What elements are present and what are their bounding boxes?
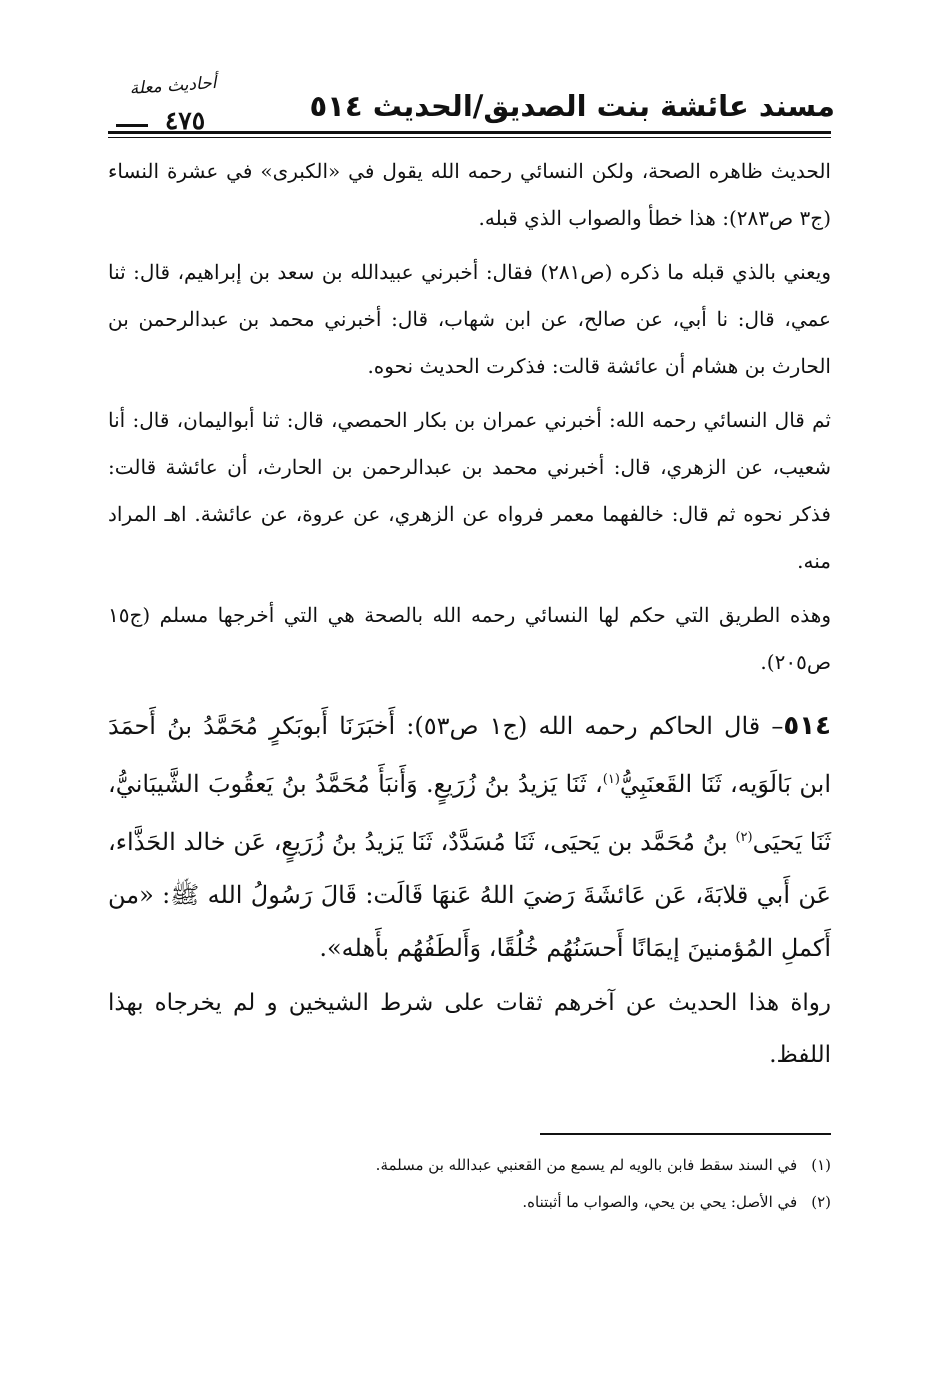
header-rule <box>108 131 831 134</box>
footnote-ref[interactable]: (٢) <box>735 830 753 845</box>
footnote-rule <box>540 1133 831 1135</box>
hadith-text-part1: – قال الحاكم رحمه الله (ج١ ص٥٣): أَخبَرَنَا أَبوبَكرٍ مُحَمَّدُ بنُ أَحمَدَ ابن بَالَوَيه، ثَنَا القَعنَبِيُّ <box>108 712 831 798</box>
running-header-title: مسند عائشة بنت الصديق/الحديث ٥١٤ <box>309 89 835 123</box>
page-number-underline <box>116 124 148 127</box>
footnote-number: (٢) <box>811 1193 831 1211</box>
closing-paragraph: رواة هذا الحديث عن آخرهم ثقات على شرط الشيخين و لم يخرجاه بهذا اللفظ. <box>108 990 831 1068</box>
footnote-text: في الأصل: يحي بن يحي، والصواب ما أثبتناه. <box>522 1193 798 1211</box>
body-text <box>108 148 831 1081</box>
footnotes <box>108 1147 831 1221</box>
hadith-number: ٥١٤ <box>783 711 831 741</box>
handwritten-margin-note: أحاديث معلة <box>128 72 218 100</box>
page-number: ٤٧٥ <box>164 106 206 135</box>
footnote-ref[interactable]: (١) <box>602 772 620 787</box>
footnote-text: في السند سقط فابن بالويه لم يسمع من القعنبي عبدالله بن مسلمة. <box>375 1156 798 1174</box>
footnote <box>108 1184 831 1221</box>
header-rule-thin <box>108 137 831 138</box>
paragraph: الحديث ظاهره الصحة، ولكن النسائي رحمه الله يقول في «الكبرى» في عشرة النساء (ج٣ ص٢٨٣): هذا خطأ والصواب الذي قبله. <box>108 159 831 230</box>
footnote-number: (١) <box>811 1156 831 1174</box>
paragraph: وهذه الطريق التي حكم لها النسائي رحمه الله بالصحة هي التي أخرجها مسلم (ج١٥ ص٢٠٥). <box>108 603 832 674</box>
footnote <box>108 1147 831 1184</box>
paragraph: ثم قال النسائي رحمه الله: أخبرني عمران بن بكار الحمصي، قال: ثنا أبواليمان، قال: أنا شعيب، عن الزهري، قال: أخبرني محمد بن عبدالرحمن بن الحارث، أن عائشة قالت: فذكر نحوه ثم قال: خالفهما معمر فرواه عن الزهري، عن عروة، عن عائشة. اهـ المراد منه. <box>108 408 831 573</box>
paragraph: ويعني بالذي قبله ما ذكره (ص٢٨١) فقال: أخبرني عبيدالله بن سعد بن إبراهيم، قال: ثنا عمي، قال: نا أبي، عن صالح، عن ابن شهاب، قال: أخبرني محمد بن عبدالرحمن بن الحارث بن هشام أن عائشة قالت: فذكرت الحديث نحوه. <box>108 260 831 378</box>
hadith-text-part2: ، ثَنَا يَزيدُ بنُ زُرَيعٍ. وَأَنبَأَ مُحَمَّدُ بنُ يَعقُوبَ الشَّيبَانيُّ، ثَنَا يَحيَى <box>108 770 832 856</box>
hadith-paragraph <box>108 700 831 975</box>
hadith-text-part3: بنُ مُحَمَّد بن يَحيَى، ثَنَا مُسَدَّدٌ، ثَنَا يَزيدُ بنُ زُرَيعٍ، عَن خالد الحَذَّاء، عَن أَبي قلابَةَ، عَن عَائشَةَ رَضيَ اللهُ عَنهَا قَالَت: قَالَ رَسُولُ الله ﷺ: «من أَكملِ المُؤمنينَ إيمَانًا أَحسَنُهُم خُلُقًا، وَأَلطَفُهُم بأَهله». <box>108 828 831 962</box>
